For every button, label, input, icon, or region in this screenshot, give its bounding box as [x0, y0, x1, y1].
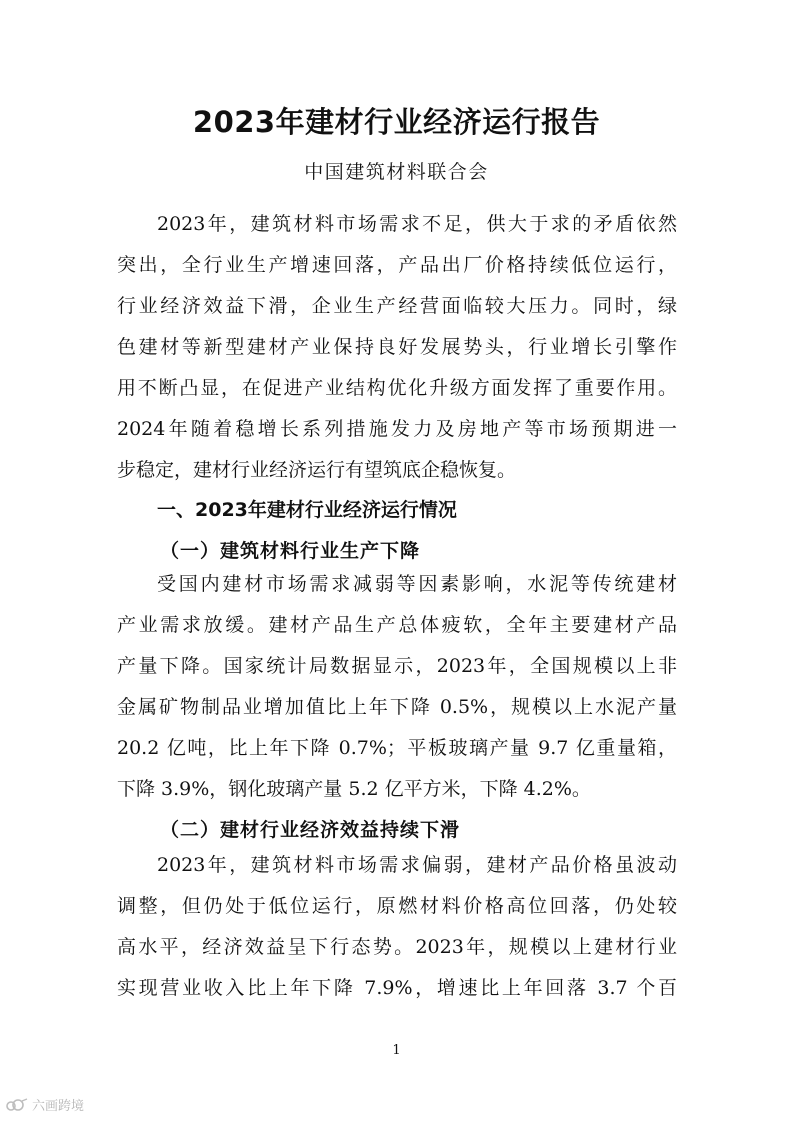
- document-title: 2023年建材行业经济运行报告: [192, 105, 601, 139]
- paragraph-line: 用不断凸显，在促进产业结构优化升级方面发挥了重要作用。: [117, 377, 677, 399]
- watermark-logo-icon: [6, 1098, 28, 1112]
- watermark: [6, 1095, 84, 1114]
- paragraph-line: 产量下降。国家统计局数据显示，2023年，全国规模以上非: [117, 655, 677, 677]
- watermark-text: 六画跨境: [32, 1099, 85, 1114]
- paragraph-line: 2024年随着稳增长系列措施发力及房地产等市场预期进一: [117, 418, 677, 440]
- subsection-heading: （一）建筑材料行业生产下降: [160, 540, 421, 562]
- paragraph-line: 高水平，经济效益呈下行态势。2023年，规模以上建材行业: [117, 936, 677, 958]
- document-organization: 中国建筑材料联合会: [304, 161, 489, 183]
- paragraph-line: 2023年，建筑材料市场需求不足，供大于求的矛盾依然: [157, 213, 677, 235]
- paragraph-line: 产业需求放缓。建材产品生产总体疲软，全年主要建材产品: [117, 614, 677, 636]
- page-number: 1: [392, 1043, 401, 1058]
- paragraph-line: 色建材等新型建材产业保持良好发展势头，行业增长引擎作: [117, 336, 677, 358]
- paragraph-line: 20.2 亿吨，比上年下降 0.7%；平板玻璃产量 9.7 亿重量箱，: [117, 737, 677, 759]
- paragraph-line: 步稳定，建材行业经济运行有望筑底企稳恢复。: [117, 459, 517, 481]
- paragraph-line: 受国内建材市场需求减弱等因素影响，水泥等传统建材: [157, 573, 677, 595]
- paragraph-line: 金属矿物制品业增加值比上年下降 0.5%，规模以上水泥产量: [117, 696, 677, 718]
- paragraph-line: 突出，全行业生产增速回落，产品出厂价格持续低位运行，: [117, 254, 677, 276]
- subsection-heading: （二）建材行业经济效益持续下滑: [160, 819, 461, 841]
- paragraph-line: 下降 3.9%，钢化玻璃产量 5.2 亿平方米，下降 4.2%。: [117, 778, 591, 800]
- paragraph-line: 调整，但仍处于低位运行，原燃材料价格高位回落，仍处较: [117, 895, 677, 917]
- paragraph-line: 行业经济效益下滑，企业生产经营面临较大压力。同时，绿: [117, 295, 677, 317]
- section-heading: 一、2023年建材行业经济运行情况: [157, 499, 457, 521]
- paragraph-line: 实现营业收入比上年下降 7.9%，增速比上年回落 3.7 个百: [117, 977, 677, 999]
- paragraph-line: 2023年，建筑材料市场需求偏弱，建材产品价格虽波动: [157, 854, 677, 876]
